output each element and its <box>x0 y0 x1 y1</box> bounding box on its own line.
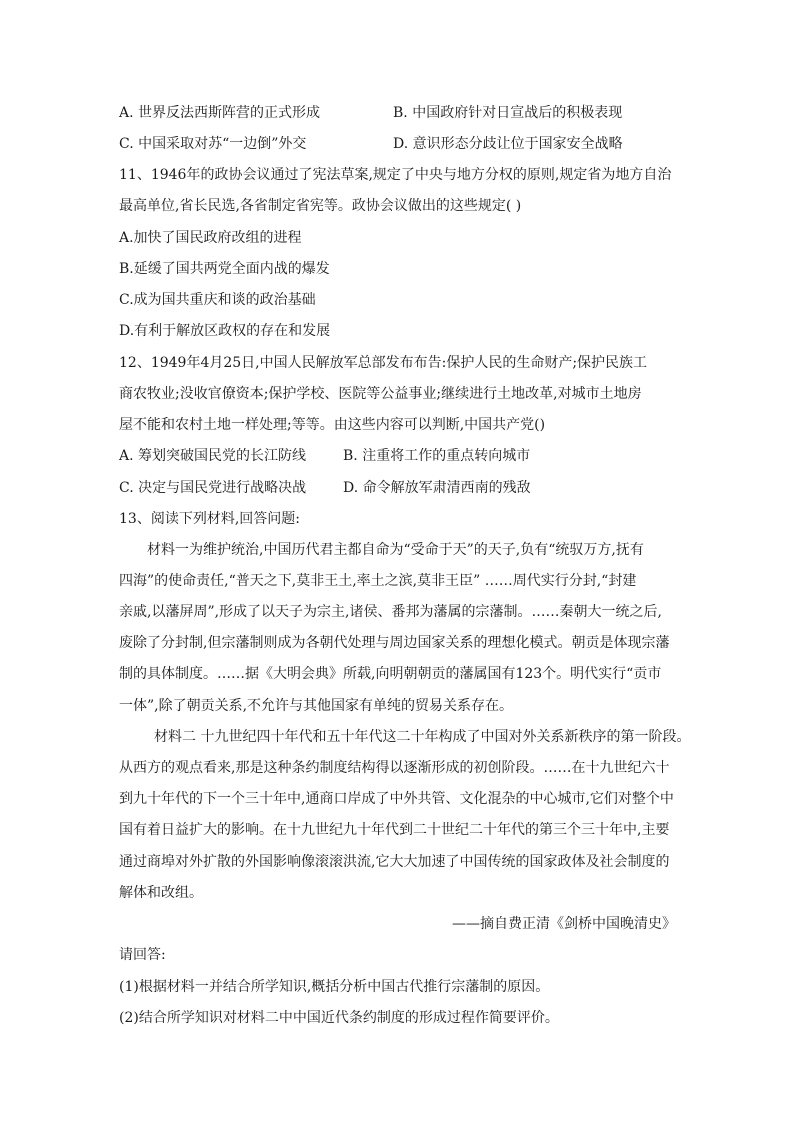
q13-intro: 13、阅读下列材料,回答问题: <box>119 511 300 527</box>
q11-option-d: D.有利于解放区政权的存在和发展 <box>119 323 331 339</box>
q12-option-b: B. 注重将工作的重点转向城市 <box>343 448 531 464</box>
q10-option-b: B. 中国政府针对日宣战后的积极表现 <box>393 105 623 121</box>
answer-prompt: 请回答: <box>119 947 166 963</box>
material-2-line-1: 材料二 十九世纪四十年代和五十年代这二十年构成了中国对外关系新秩序的第一阶段。 <box>154 729 691 745</box>
material-1-line-6: 一体”,除了朝贡关系,不允许与其他国家有单纯的贸易关系存在。 <box>119 698 514 714</box>
sub-question-1: (1)根据材料一并结合所学知识,概括分析中国古代推行宗藩制的原因。 <box>119 979 550 995</box>
q10-option-d: D. 意识形态分歧让位于国家安全战略 <box>393 136 623 152</box>
q11-option-c: C.成为国共重庆和谈的政治基础 <box>119 292 316 308</box>
material-2-line-4: 国有着日益扩大的影响。在十九世纪九十年代到二十世纪二十年代的第三个三十年中,主要 <box>119 822 670 838</box>
q12-option-c: C. 决定与国民党进行战略决战 <box>119 480 307 496</box>
material-2-line-6: 解体和改组。 <box>119 885 203 901</box>
q12-option-d: D. 命令解放军肃清西南的残敌 <box>343 480 531 496</box>
material-1-line-1: 材料一为维护统治,中国历代君主都自命为“受命于天”的天子,负有“统驭万方,抚有 <box>147 542 644 558</box>
q12-stem-line-3: 屋不能和农村土地一样处理;等等。由这些内容可以判断,中国共产党() <box>119 417 546 433</box>
material-1-line-3: 亲戚,以藩屏周”,形成了以天子为宗主,诸侯、番邦为藩属的宗藩制。……秦朝大一统之后, <box>119 604 662 620</box>
material-2-line-2: 从西方的观点看来,那是这种条约制度结构得以逐渐形成的初创阶段。……在十九世纪六十 <box>119 760 670 776</box>
sub-question-2: (2)结合所学知识对材料二中中国近代条约制度的形成过程作简要评价。 <box>119 1010 559 1026</box>
q11-option-b: B.延缓了国共两党全面内战的爆发 <box>119 261 330 277</box>
q10-option-a: A. 世界反法西斯阵营的正式形成 <box>119 105 321 121</box>
material-1-line-5: 制的具体制度。……据《大明会典》所载,向明朝朝贡的藩属国有123个。明代实行“贡市 <box>119 666 662 682</box>
material-1-line-4: 废除了分封制,但宗藩制则成为各朝代处理与周边国家关系的理想化模式。朝贡是体现宗藩 <box>119 635 670 651</box>
material-1-line-2: 四海”的使命责任,“普天之下,莫非王土,率土之滨,莫非王臣” ……周代实行分封,“封建 <box>119 573 637 589</box>
material-2-source: ——摘自费正清《剑桥中国晚清史》 <box>452 916 676 932</box>
material-2-line-3: 到九十年代的下一个三十年中,通商口岸成了中外共管、文化混杂的中心城市,它们对整个中 <box>119 791 674 807</box>
q10-option-c: C. 中国采取对苏“一边倒”外交 <box>119 136 307 152</box>
q11-stem-line-2: 最高单位,省长民选,各省制定省宪等。政协会议做出的这些规定( ) <box>119 198 522 214</box>
q11-stem-line-1: 11、1946年的政协会议通过了宪法草案,规定了中央与地方分权的原则,规定省为地方自治 <box>119 167 672 183</box>
q11-option-a: A.加快了国民政府改组的进程 <box>119 230 302 246</box>
material-2-line-5: 通过商埠对外扩散的外国影响像滚滚洪流,它大大加速了中国传统的国家政体及社会制度的 <box>119 854 670 870</box>
q12-stem-line-1: 12、1949年4月25日,中国人民解放军总部发布布告:保护人民的生命财产;保护民族工 <box>119 355 648 371</box>
q12-stem-line-2: 商农牧业;没收官僚资本;保护学校、医院等公益事业;继续进行土地改革,对城市土地房 <box>119 386 642 402</box>
q12-option-a: A. 筹划突破国民党的长江防线 <box>119 448 307 464</box>
